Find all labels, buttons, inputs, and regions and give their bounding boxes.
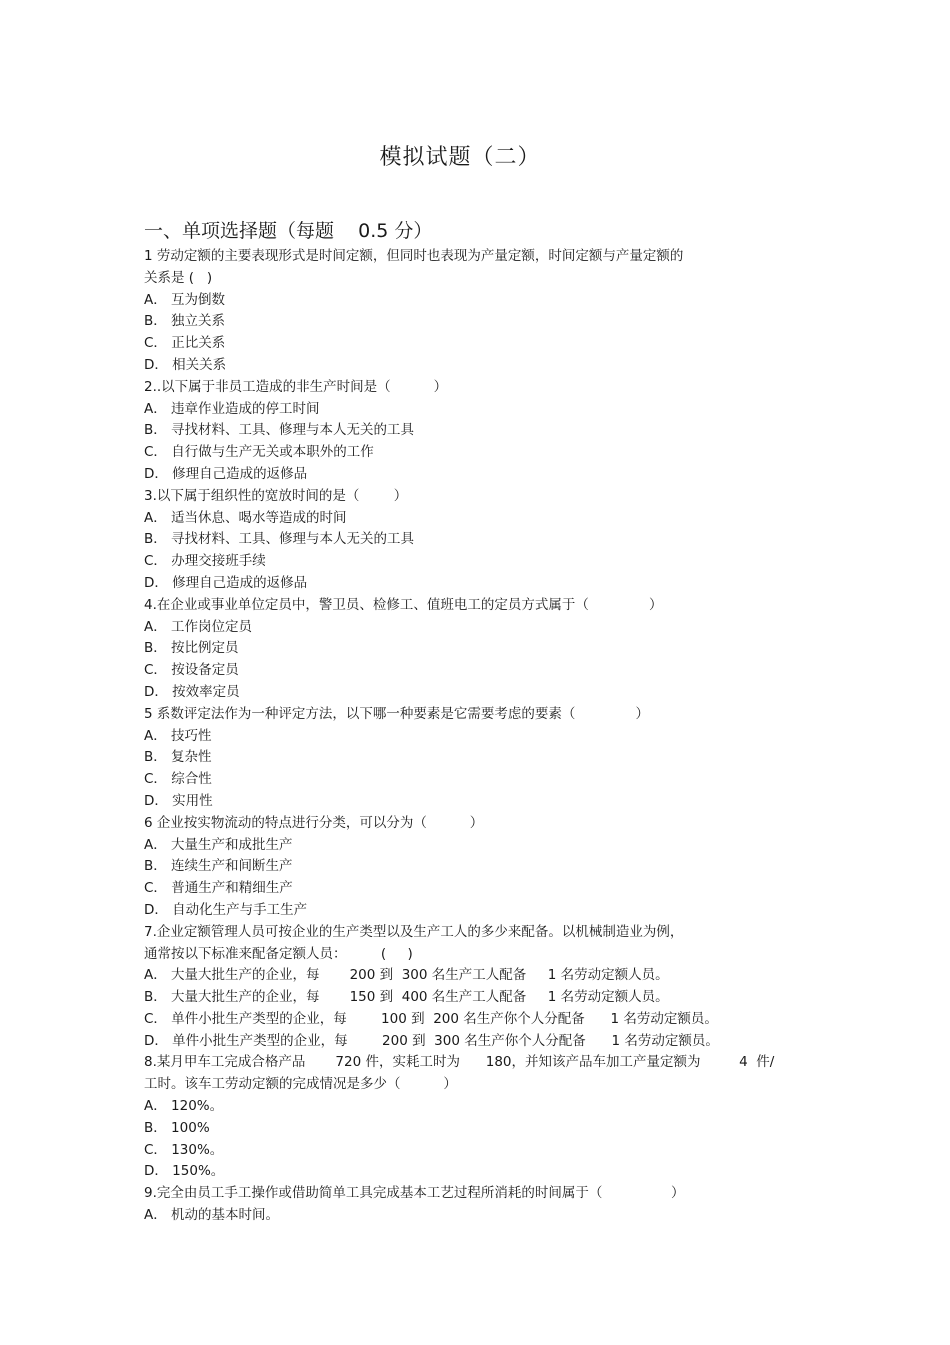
text-line: B． 100% xyxy=(144,1119,210,1136)
text-line: 4.在企业或事业单位定员中，警卫员、检修工、值班电工的定员方式属于（ ） xyxy=(144,596,663,613)
text-line: A． 大量大批生产的企业，每 200 到 300 名生产工人配备 1 名劳动定额人员。 xyxy=(144,967,669,984)
text-line: A． 违章作业造成的停工时间 xyxy=(144,400,320,417)
text-line: 9.完全由员工手工操作或借助简单工具完成基本工艺过程所消耗的时间属于（ ） xyxy=(144,1185,685,1202)
text-line: 工时。该车工劳动定额的完成情况是多少（ ） xyxy=(144,1076,457,1093)
text-line: C． 单件小批生产类型的企业，每 100 到 200 名生产你个人分配备 1 名劳动定额员。 xyxy=(144,1010,718,1027)
text-line: A． 工作岗位定员 xyxy=(144,618,253,635)
text-line: D． 修理自己造成的返修品 xyxy=(144,574,308,591)
text-line: D． 相关关系 xyxy=(144,356,227,373)
text-line: 3.以下属于组织性的宽放时间的是（ ） xyxy=(144,487,408,504)
text-line: A． 机动的基本时间。 xyxy=(144,1207,280,1224)
text-line: A． 大量生产和成批生产 xyxy=(144,836,293,853)
page-title: 模拟试题（二） xyxy=(379,145,541,170)
text-line: C． 办理交接班手续 xyxy=(144,553,266,570)
text-line: B． 寻找材料、工具、修理与本人无关的工具 xyxy=(144,422,415,439)
text-line: B． 大量大批生产的企业，每 150 到 400 名生产工人配备 1 名劳动定额人员。 xyxy=(144,989,669,1006)
text-line: C． 按设备定员 xyxy=(144,662,239,679)
text-line: A． 技巧性 xyxy=(144,727,212,744)
text-line: D． 自动化生产与手工生产 xyxy=(144,901,308,918)
text-line: 1 劳动定额的主要表现形式是时间定额，但同时也表现为产量定额，时间定额与产量定额的 xyxy=(144,248,684,264)
text-line: 6 企业按实物流动的特点进行分类，可以分为（ ） xyxy=(144,814,484,831)
text-line: 2..以下属于非员工造成的非生产时间是（ ） xyxy=(144,378,448,395)
text-line: C． 130%。 xyxy=(144,1141,224,1158)
text-line: B． 复杂性 xyxy=(144,749,212,766)
text-line: B． 寻找材料、工具、修理与本人无关的工具 xyxy=(144,531,415,548)
text-line: A． 适当休息、喝水等造成的时间 xyxy=(144,509,347,526)
text-line: C． 普通生产和精细生产 xyxy=(144,880,293,897)
text-line: A． 互为倒数 xyxy=(144,291,226,308)
text-line: D． 实用性 xyxy=(144,792,213,809)
text-line: 7.企业定额管理人员可按企业的生产类型以及生产工人的多少来配备。以机械制造业为例， xyxy=(144,923,684,940)
text-line: 关系是 ( ) xyxy=(144,269,213,286)
text-line: 8.某月甲车工完成合格产品 720 件，实耗工时为 180，并知该产品车加工产量定额为 4 件/ xyxy=(144,1054,775,1071)
text-line: D． 150%。 xyxy=(144,1163,225,1180)
text-line: B． 按比例定员 xyxy=(144,640,239,657)
document-body xyxy=(144,246,814,1227)
text-line: 通常按以下标准来配备定额人员： ( ) xyxy=(144,945,413,962)
text-line: D． 按效率定员 xyxy=(144,683,240,700)
text-line: C． 自行做与生产无关或本职外的工作 xyxy=(144,444,374,461)
section-heading: 一、单项选择题（每题 0.5 分） xyxy=(144,220,433,242)
text-line: B． 独立关系 xyxy=(144,313,226,330)
text-line: C． 综合性 xyxy=(144,771,212,788)
text-line: D． 单件小批生产类型的企业，每 200 到 300 名生产你个人分配备 1 名劳动定额员。 xyxy=(144,1032,719,1049)
text-line: B． 连续生产和间断生产 xyxy=(144,858,293,875)
text-line: A． 120%。 xyxy=(144,1098,224,1115)
text-line: 5 系数评定法作为一种评定方法，以下哪一种要素是它需要考虑的要素（ ） xyxy=(144,705,649,722)
text-line: C． 正比关系 xyxy=(144,335,226,352)
text-line: D． 修理自己造成的返修品 xyxy=(144,465,308,482)
